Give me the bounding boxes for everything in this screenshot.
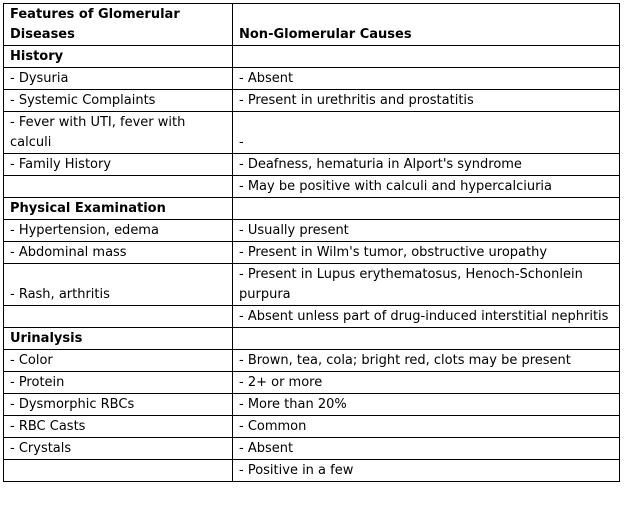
cause-cell: - Present in Wilm's tumor, obstructive uropathy — [233, 242, 620, 264]
cause-cell: - Absent — [233, 438, 620, 460]
empty-cell — [233, 46, 620, 68]
cause-cell: - May be positive with calculi and hypercalciuria — [233, 176, 620, 198]
feature-cell: - Protein — [4, 372, 233, 394]
feature-cell: - Family History — [4, 154, 233, 176]
header-row — [4, 4, 620, 46]
feature-cell: - Fever with UTI, fever with calculi — [4, 112, 233, 154]
header-non-glomerular: Non-Glomerular Causes — [233, 4, 620, 46]
section-row-urinalysis — [4, 328, 620, 350]
feature-cell: - Rash, arthritis — [4, 264, 233, 306]
feature-cell: - Dysuria — [4, 68, 233, 90]
feature-cell: - Color — [4, 350, 233, 372]
section-row-history — [4, 46, 620, 68]
section-title-physical-examination: Physical Examination — [4, 198, 233, 220]
section-title-urinalysis: Urinalysis — [4, 328, 233, 350]
cause-cell: - — [233, 112, 620, 154]
feature-cell: - Hypertension, edema — [4, 220, 233, 242]
cause-cell: - Usually present — [233, 220, 620, 242]
section-title-history: History — [4, 46, 233, 68]
table-row — [4, 306, 620, 328]
feature-cell: - RBC Casts — [4, 416, 233, 438]
table-row — [4, 90, 620, 112]
cause-cell: - Present in urethritis and prostatitis — [233, 90, 620, 112]
cause-cell: - Common — [233, 416, 620, 438]
cause-cell: - Deafness, hematuria in Alport's syndrome — [233, 154, 620, 176]
table-row — [4, 438, 620, 460]
cause-cell: - 2+ or more — [233, 372, 620, 394]
table-row — [4, 372, 620, 394]
empty-cell — [233, 328, 620, 350]
empty-cell — [233, 198, 620, 220]
table-row — [4, 220, 620, 242]
feature-cell: - Crystals — [4, 438, 233, 460]
section-row-physical-examination — [4, 198, 620, 220]
cause-cell: - More than 20% — [233, 394, 620, 416]
cause-cell: - Positive in a few — [233, 460, 620, 482]
feature-cell: - Systemic Complaints — [4, 90, 233, 112]
table-row — [4, 112, 620, 154]
table-row — [4, 416, 620, 438]
feature-cell: - Abdominal mass — [4, 242, 233, 264]
cause-cell: - Absent — [233, 68, 620, 90]
table-row — [4, 264, 620, 306]
table-row — [4, 350, 620, 372]
table-row — [4, 460, 620, 482]
comparison-table — [3, 3, 620, 482]
table-row — [4, 242, 620, 264]
header-features: Features of Glomerular Diseases — [4, 4, 233, 46]
feature-cell — [4, 306, 233, 328]
feature-cell: - Dysmorphic RBCs — [4, 394, 233, 416]
table-row — [4, 394, 620, 416]
feature-cell — [4, 176, 233, 198]
table-row — [4, 68, 620, 90]
cause-cell: - Present in Lupus erythematosus, Henoch-Schonlein purpura — [233, 264, 620, 306]
feature-cell — [4, 460, 233, 482]
table-row — [4, 176, 620, 198]
table-row — [4, 154, 620, 176]
cause-cell: - Brown, tea, cola; bright red, clots may be present — [233, 350, 620, 372]
cause-cell: - Absent unless part of drug-induced interstitial nephritis — [233, 306, 620, 328]
